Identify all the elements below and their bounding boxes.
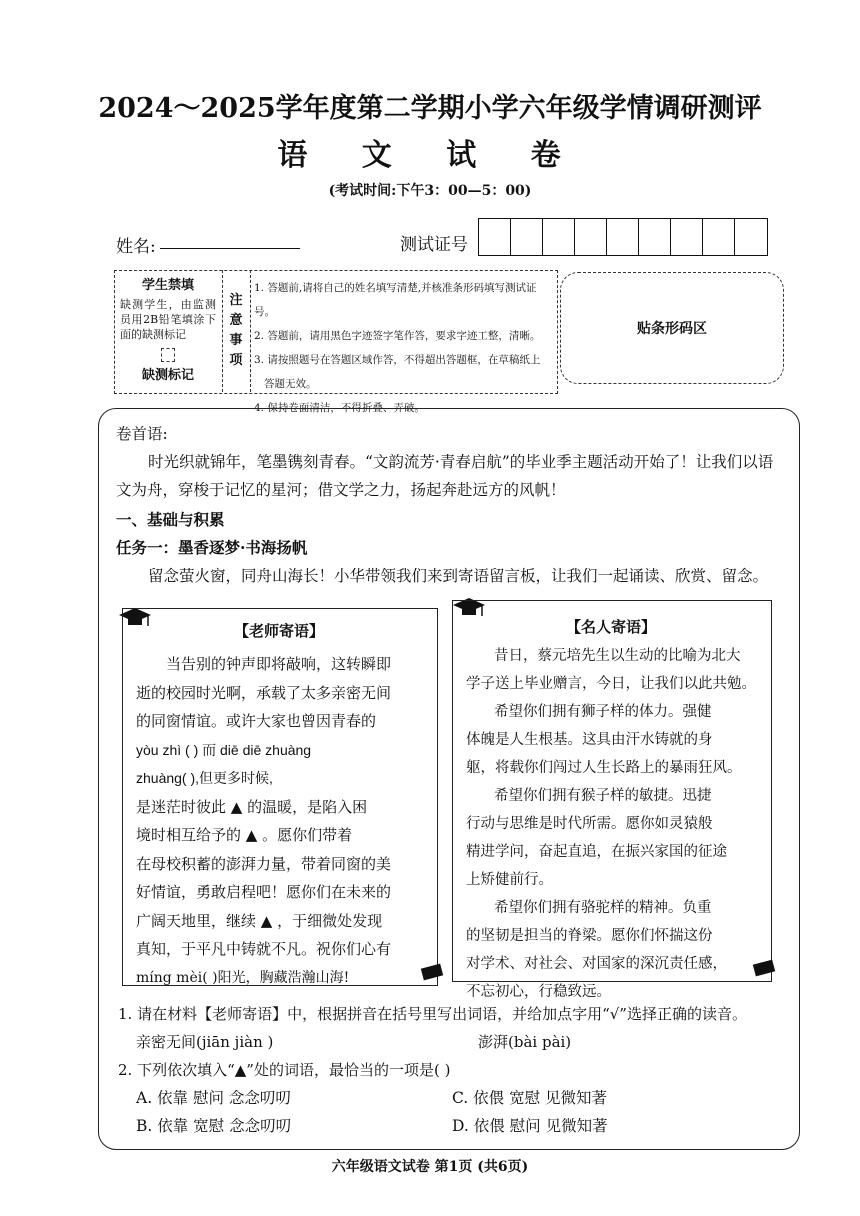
page-footer: 六年级语文试卷 第1页 (共6页) — [331, 1159, 529, 1175]
absent-section — [114, 270, 223, 392]
card-line: 对学术、对社会、对国家的深沉责任感， — [466, 956, 727, 972]
preface-label: 卷首语: — [116, 425, 168, 443]
exam-subject: 语 文 试 卷 — [277, 138, 583, 173]
scroll-icon — [752, 956, 778, 982]
card-line: yòu zhì ( ) 而 diē diē zhuàng — [136, 741, 312, 758]
preface-text: 时光织就锦年，笔墨镌刻青春。“文韵流芳·青春启航”的毕业季主题活动开始了！让我们以语文为舟，穿梭于记忆的星河；借文学之力，扬起奔赴远方的风帆！ — [116, 453, 774, 499]
notice-heading-char: 注 — [229, 293, 243, 308]
famous-card-body — [466, 642, 766, 1006]
card-line: 的坚韧是担当的脊梁。愿你们怀揣这份 — [466, 928, 713, 944]
absent-instructions: 缺测学生，由监测员用2B铅笔填涂下面的缺测标记 — [120, 298, 216, 341]
notice-item: 4. 保持卷面清洁，不得折叠、弄破。 — [254, 402, 425, 414]
card-line: 不忘初心，行稳致远。 — [466, 984, 611, 1000]
id-digit-box[interactable] — [735, 219, 767, 255]
absent-mark-box[interactable] — [161, 348, 175, 362]
question-1: 1. 请在材料【老师寄语】中，根据拼音在括号里写出词语，并给加点字用“√”选择正确的读音。 — [118, 1005, 747, 1023]
notice-list — [254, 276, 554, 420]
task-heading: 任务一：墨香逐梦·书海扬帆 — [116, 538, 308, 557]
card-line: 逝的校园时光啊，承载了太多亲密无间 — [136, 683, 392, 702]
notice-item: 2. 答题前，请用黑色字迹签字笔作答，要求字迹工整，清晰。 — [254, 330, 541, 342]
option-d[interactable]: D. 依偎 慰问 见微知著 — [452, 1117, 608, 1135]
notice-heading-char: 意 — [229, 313, 243, 328]
task-intro: 留念萤火窗，同舟山海长！小华带领我们来到寄语留言板，让我们一起诵读、欣赏、留念。 — [148, 567, 769, 585]
card-line: 希望你们拥有狮子样的体力。强健 — [494, 704, 712, 720]
card-line: 体魄是人生根基。这具由汗水铸就的身 — [466, 732, 713, 748]
option-a[interactable]: A. 依靠 慰问 念念叨叨 — [136, 1089, 291, 1107]
card-line: míng mèi( )阳光，胸藏浩瀚山海! — [136, 969, 350, 986]
scroll-icon — [420, 960, 446, 986]
notice-heading-char: 项 — [229, 353, 243, 368]
card-line: 当告别的钟声即将敲响，这转瞬即 — [166, 655, 392, 673]
option-c[interactable]: C. 依偎 宽慰 见微知著 — [452, 1089, 608, 1107]
id-label: 测试证号 — [400, 235, 468, 255]
exam-title: 2024～2025学年度第二学期小学六年级学情调研测评 — [98, 93, 762, 124]
absent-mark-label: 缺测标记 — [141, 368, 194, 383]
card-line: zhuàng( ),但更多时候, — [136, 770, 273, 786]
card-line: 躯，将载你们闯过人生长路上的暴雨狂风。 — [466, 760, 742, 776]
card-line: 希望你们拥有猴子样的敏捷。迅捷 — [494, 788, 712, 804]
section-heading: 一、基础与积累 — [116, 510, 225, 529]
card-line: 的同窗情谊。或许大家也曾因青春的 — [136, 712, 377, 730]
card-line: 精进学问，奋起直追，在振兴家国的征途 — [466, 844, 727, 860]
card-line: 境时相互给予的 ▲ 。愿你们带着 — [136, 826, 353, 844]
card-line: 在母校积蓄的澎湃力量，带着同窗的美 — [136, 854, 392, 873]
famous-card-title: 【名人寄语】 — [565, 618, 656, 636]
id-digit-box[interactable] — [543, 219, 575, 255]
id-digit-box[interactable] — [511, 219, 543, 255]
question-2: 2. 下列依次填入“▲”处的词语，最恰当的一项是( ) — [118, 1061, 451, 1079]
id-digit-box[interactable] — [703, 219, 735, 255]
card-line: 好情谊，勇敢启程吧！愿你们在未来的 — [136, 883, 392, 901]
card-line: 希望你们拥有骆驼样的精神。负重 — [494, 900, 712, 916]
option-b[interactable]: B. 依靠 宽慰 念念叨叨 — [136, 1117, 292, 1135]
card-line: 上矫健前行。 — [466, 872, 553, 888]
teacher-card-title: 【老师寄语】 — [233, 622, 324, 640]
name-field[interactable] — [160, 248, 300, 249]
id-digit-box[interactable] — [639, 219, 671, 255]
id-number-boxes[interactable] — [478, 218, 768, 256]
notice-item: 答题无效。 — [264, 378, 317, 390]
notice-item: 3. 请按照题号在答题区域作答，不得超出答题框，在草稿纸上 — [254, 354, 541, 366]
barcode-area — [560, 272, 784, 384]
name-label: 姓名: — [116, 237, 156, 257]
card-line: 是迷茫时彼此 ▲ 的温暖，是陷入困 — [136, 797, 368, 816]
card-line: 昔日，蔡元培先生以生动的比喻为北大 — [494, 648, 741, 664]
notice-heading-char: 事 — [229, 333, 243, 348]
id-digit-box[interactable] — [479, 219, 511, 255]
card-line: 行动与思维是时代所需。愿你如灵猿般 — [466, 816, 713, 832]
card-line: 广阔天地里，继续 ▲ ，于细微处发现 — [136, 911, 383, 930]
absent-heading: 学生禁填 — [141, 278, 194, 293]
exam-time: (考试时间:下午3：00—5：00) — [328, 183, 532, 199]
id-digit-box[interactable] — [575, 219, 607, 255]
card-line: 真知，于平凡中铸就不凡。祝你们心有 — [136, 940, 392, 958]
notice-item: 1. 答题前,请将自己的姓名填写清楚,并核准条形码填写测试证号。 — [254, 282, 537, 318]
teacher-card-body — [136, 650, 432, 992]
card-line: 学子送上毕业赠言，今日，让我们以此共勉。 — [466, 676, 756, 692]
question-1-item-a: 亲密无间(jiān jiàn ) — [136, 1033, 274, 1051]
question-1-item-b: 澎湃(bài pài) — [478, 1033, 572, 1051]
id-digit-box[interactable] — [607, 219, 639, 255]
barcode-label: 贴条形码区 — [637, 321, 707, 337]
notice-heading — [222, 270, 251, 392]
id-digit-box[interactable] — [671, 219, 703, 255]
